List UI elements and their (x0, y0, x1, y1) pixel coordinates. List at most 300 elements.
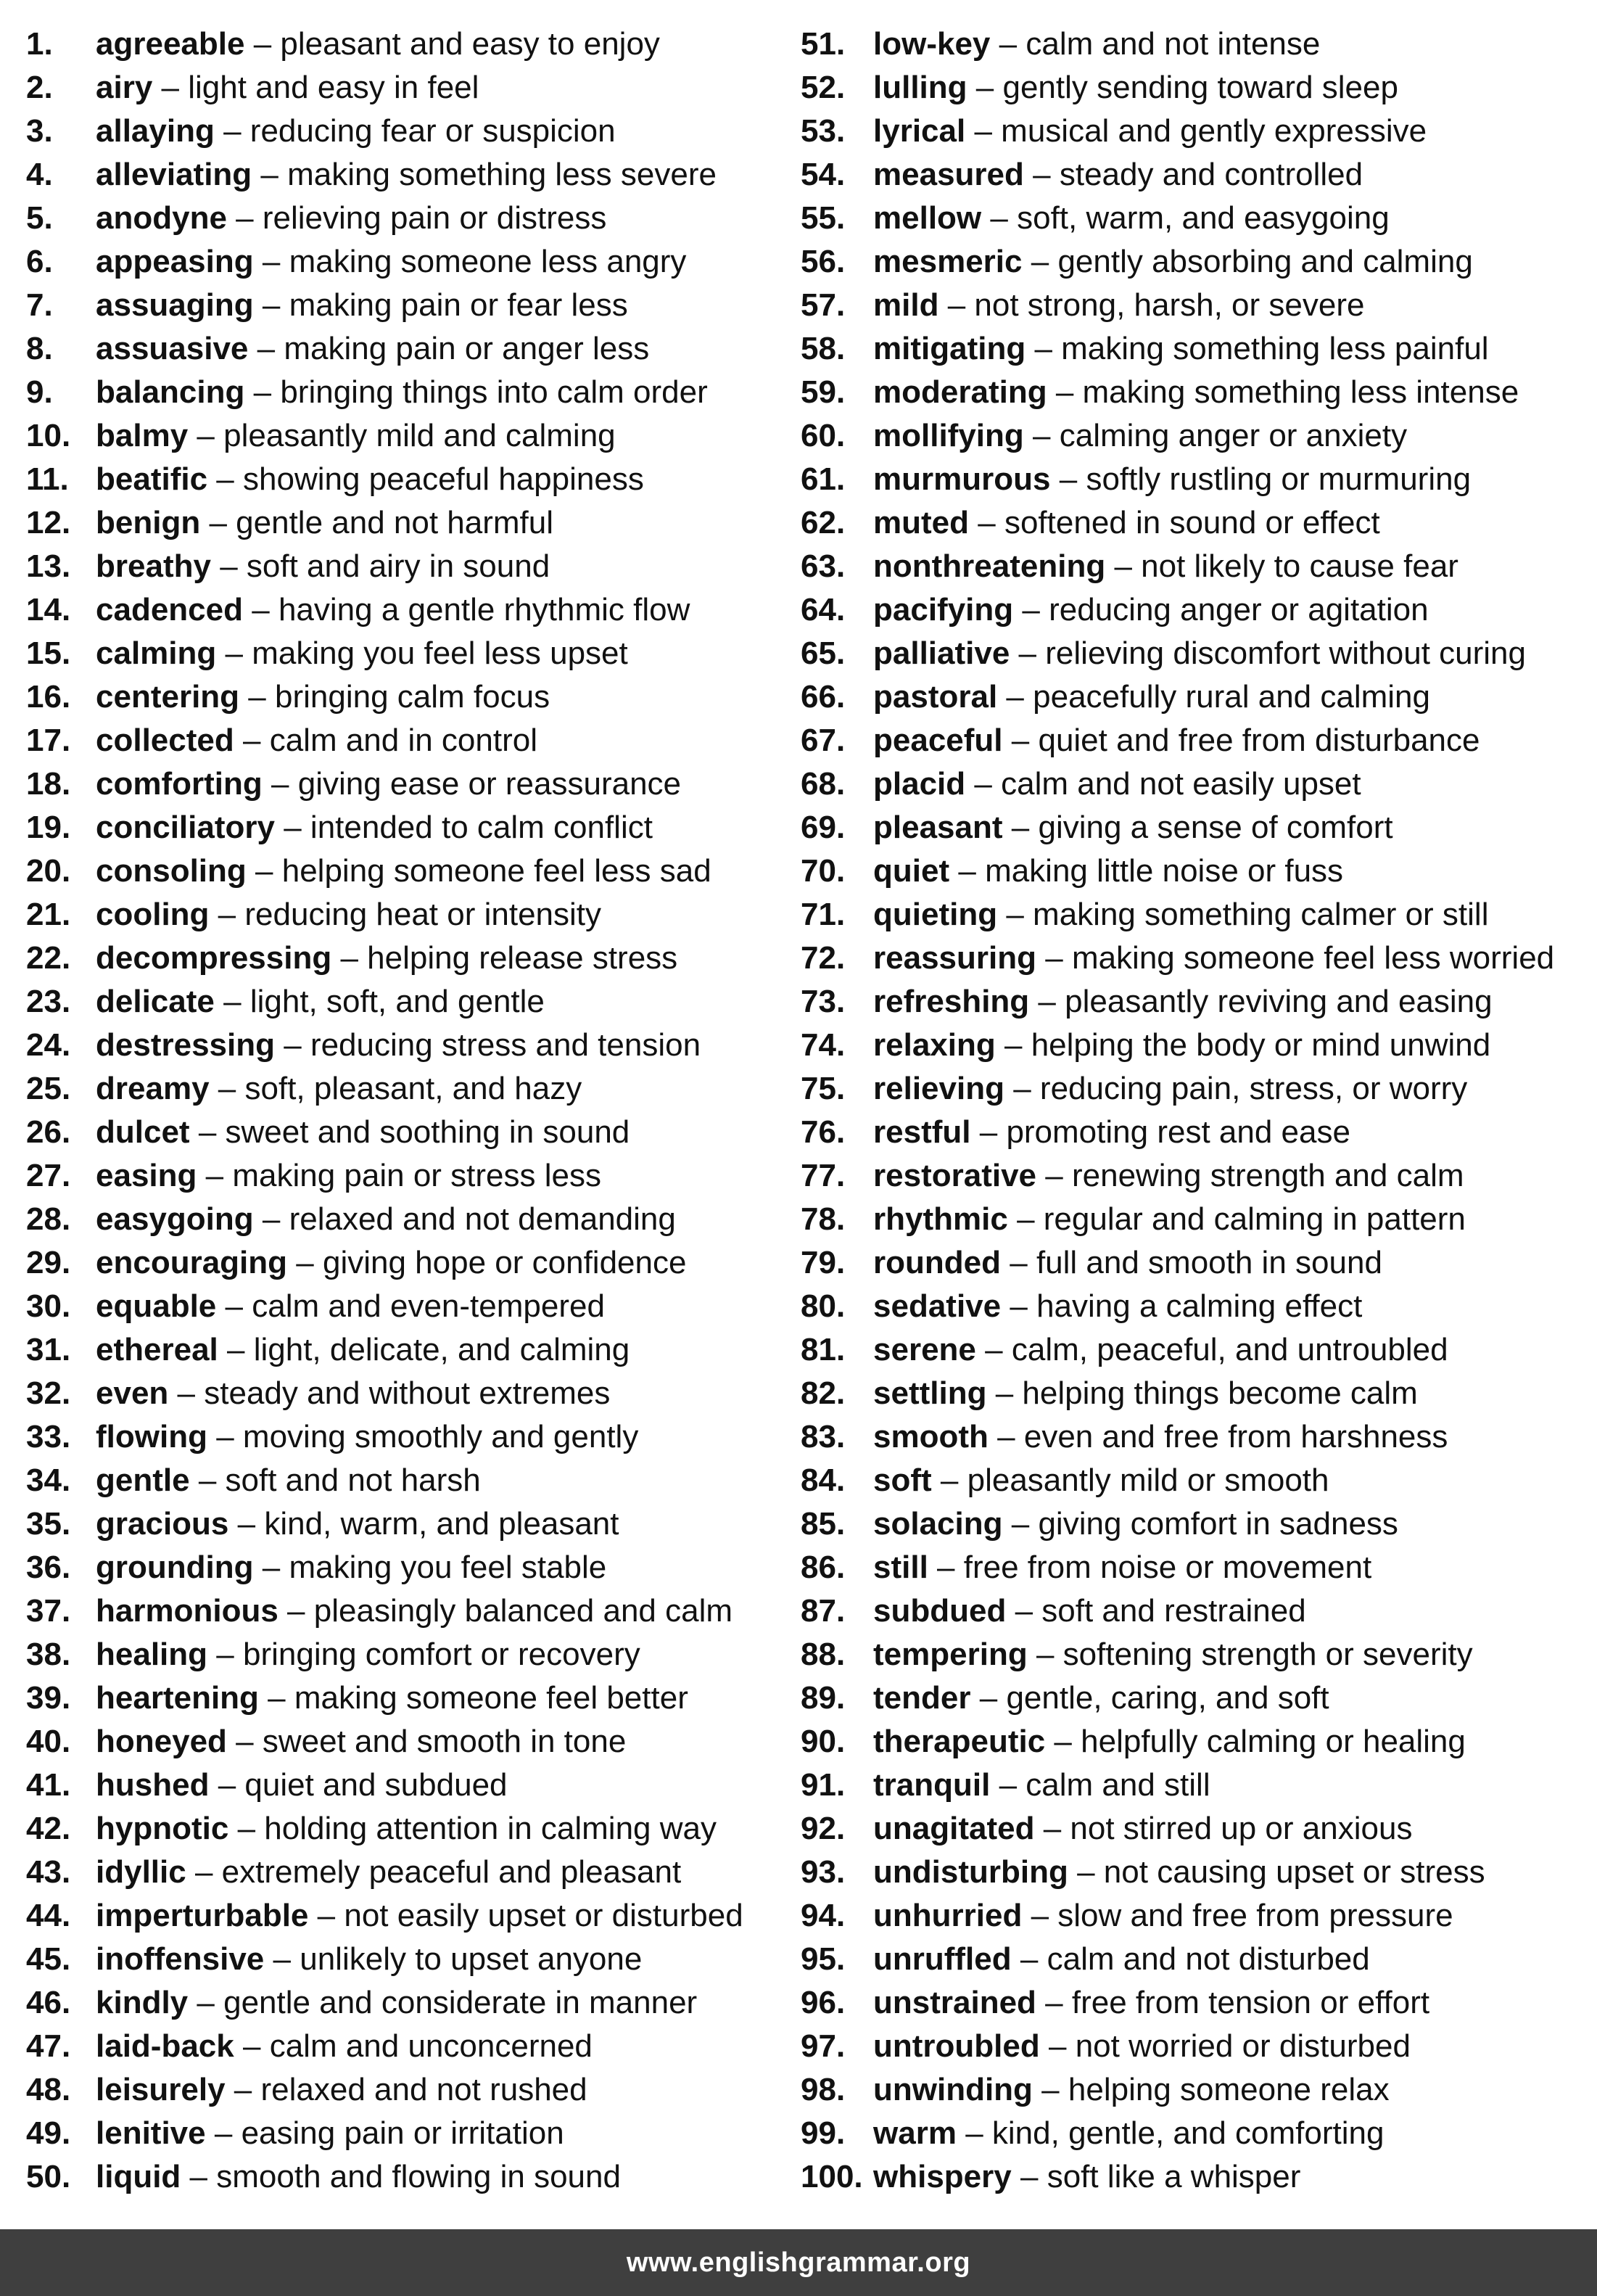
item-number: 41. (26, 1767, 71, 1803)
item-number: 68. (801, 766, 846, 802)
item-number: 81. (801, 1332, 846, 1367)
item-number: 34. (26, 1462, 71, 1498)
item-number: 93. (801, 1854, 846, 1890)
item-definition: intended to calm conflict (310, 810, 653, 845)
item-separator: – (985, 1332, 1003, 1367)
item-number: 77. (801, 1158, 846, 1193)
list-item (26, 1764, 788, 1807)
list-item (26, 2155, 788, 2199)
list-item (26, 414, 788, 458)
list-item (801, 2068, 1597, 2112)
item-separator: – (296, 1245, 314, 1280)
item-word: laid-back (96, 2028, 234, 2064)
item-separator: – (268, 1680, 286, 1716)
list-item (801, 1198, 1597, 1241)
item-number: 100. (801, 2159, 863, 2194)
item-definition: soft and airy in sound (246, 548, 550, 584)
item-number: 33. (26, 1419, 71, 1454)
item-definition: making you feel less upset (252, 635, 628, 671)
item-definition: not worried or disturbed (1075, 2028, 1411, 2064)
item-definition: giving ease or reassurance (297, 766, 682, 802)
item-separator: – (262, 1201, 281, 1237)
item-definition: making something calmer or still (1033, 897, 1489, 932)
item-number: 75. (801, 1071, 846, 1106)
item-separator: – (227, 1332, 245, 1367)
item-separator: – (242, 723, 261, 758)
list-item (26, 458, 788, 501)
list-item (801, 762, 1597, 806)
item-definition: free from noise or movement (963, 1550, 1372, 1585)
item-definition: light and easy in feel (188, 70, 479, 105)
item-definition: not likely to cause fear (1141, 548, 1458, 584)
item-definition: full and smooth in sound (1036, 1245, 1382, 1280)
list-item (26, 1415, 788, 1459)
item-word: agreeable (96, 26, 245, 62)
item-definition: peacefully rural and calming (1033, 679, 1430, 715)
list-item (26, 1285, 788, 1328)
item-word: settling (873, 1375, 987, 1411)
item-definition: kind, gentle, and comforting (991, 2115, 1385, 2151)
item-number: 56. (801, 244, 846, 279)
list-item (801, 501, 1597, 545)
list-item (801, 110, 1597, 153)
item-word: calming (96, 635, 217, 671)
item-definition: helping the body or mind unwind (1031, 1027, 1491, 1063)
item-number: 27. (26, 1158, 71, 1193)
item-word: inoffensive (96, 1941, 265, 1977)
item-word: consoling (96, 853, 247, 889)
list-item (801, 1067, 1597, 1111)
list-item (26, 1676, 788, 1720)
item-definition: not stirred up or anxious (1070, 1811, 1413, 1846)
item-definition: pleasantly mild or smooth (967, 1462, 1329, 1498)
item-word: centering (96, 679, 240, 715)
list-item (26, 1372, 788, 1415)
item-separator: – (209, 505, 227, 540)
list-item (801, 1676, 1597, 1720)
list-item (801, 1589, 1597, 1633)
item-separator: – (999, 26, 1018, 62)
item-definition: calm and in control (269, 723, 537, 758)
item-separator: – (1010, 1245, 1028, 1280)
item-number: 83. (801, 1419, 846, 1454)
item-definition: helping someone feel less sad (281, 853, 711, 889)
item-definition: gentle, caring, and soft (1006, 1680, 1329, 1716)
list-item (801, 1285, 1597, 1328)
item-definition: making pain or anger less (284, 331, 650, 366)
list-item (26, 110, 788, 153)
list-item (26, 1502, 788, 1546)
list-item (801, 1546, 1597, 1589)
item-word: smooth (873, 1419, 989, 1454)
item-word: muted (873, 505, 969, 540)
item-word: refreshing (873, 984, 1030, 1019)
list-item (801, 893, 1597, 937)
item-separator: – (995, 1375, 1014, 1411)
item-number: 32. (26, 1375, 71, 1411)
list-item (26, 545, 788, 588)
item-separator: – (1041, 2072, 1060, 2107)
item-number: 39. (26, 1680, 71, 1716)
item-number: 40. (26, 1724, 71, 1759)
list-item (26, 1546, 788, 1589)
list-item (801, 937, 1597, 980)
item-definition: pleasingly balanced and calm (313, 1593, 733, 1629)
item-number: 49. (26, 2115, 71, 2151)
item-separator: – (1006, 679, 1024, 715)
list-item (801, 1111, 1597, 1154)
item-separator: – (974, 766, 992, 802)
list-item (26, 1938, 788, 1981)
item-definition: pleasantly mild and calming (223, 418, 616, 453)
item-definition: soft, pleasant, and hazy (244, 1071, 582, 1106)
item-word: balmy (96, 418, 189, 453)
list-item (26, 371, 788, 414)
item-word: soft (873, 1462, 932, 1498)
item-definition: reducing fear or suspicion (249, 113, 616, 149)
item-word: unagitated (873, 1811, 1035, 1846)
item-word: imperturbable (96, 1898, 309, 1933)
item-number: 43. (26, 1854, 71, 1890)
item-definition: showing peaceful happiness (243, 461, 644, 497)
item-word: equable (96, 1288, 217, 1324)
item-word: relaxing (873, 1027, 996, 1063)
item-number: 99. (801, 2115, 846, 2151)
list-item (26, 1241, 788, 1285)
item-separator: – (225, 635, 243, 671)
item-separator: – (161, 70, 180, 105)
item-number: 4. (26, 157, 53, 192)
item-number: 51. (801, 26, 846, 62)
item-number: 72. (801, 940, 846, 976)
item-word: mellow (873, 200, 982, 236)
item-separator: – (1033, 157, 1051, 192)
item-number: 86. (801, 1550, 846, 1585)
item-definition: light, delicate, and calming (253, 1332, 630, 1367)
item-word: even (96, 1375, 169, 1411)
item-definition: soft and not harsh (225, 1462, 481, 1498)
item-number: 84. (801, 1462, 846, 1498)
item-separator: – (1010, 1288, 1028, 1324)
item-number: 78. (801, 1201, 846, 1237)
item-definition: giving a sense of comfort (1038, 810, 1393, 845)
list-item (26, 153, 788, 197)
item-number: 54. (801, 157, 846, 192)
item-number: 95. (801, 1941, 846, 1977)
list-item (801, 1894, 1597, 1938)
item-definition: making something less painful (1061, 331, 1489, 366)
item-word: unruffled (873, 1941, 1012, 1977)
item-number: 59. (801, 374, 846, 410)
item-definition: gently absorbing and calming (1057, 244, 1473, 279)
item-definition: even and free from harshness (1023, 1419, 1448, 1454)
item-number: 18. (26, 766, 71, 802)
item-word: tender (873, 1680, 971, 1716)
item-number: 96. (801, 1985, 846, 2020)
item-number: 94. (801, 1898, 846, 1933)
item-definition: renewing strength and calm (1071, 1158, 1464, 1193)
list-item (801, 1807, 1597, 1851)
list-item (26, 762, 788, 806)
item-definition: calm and not disturbed (1047, 1941, 1370, 1977)
item-word: kindly (96, 1985, 189, 2020)
item-word: tempering (873, 1637, 1028, 1672)
item-separator: – (262, 244, 281, 279)
item-separator: – (189, 2159, 208, 2194)
item-definition: gently sending toward sleep (1002, 70, 1398, 105)
item-word: flowing (96, 1419, 207, 1454)
item-definition: gentle and not harmful (236, 505, 554, 540)
item-word: breathy (96, 548, 211, 584)
item-word: gentle (96, 1462, 190, 1498)
item-separator: – (262, 287, 281, 323)
list-item (801, 806, 1597, 849)
item-separator: – (216, 1637, 234, 1672)
list-item (26, 980, 788, 1024)
item-separator: – (253, 26, 272, 62)
item-number: 50. (26, 2159, 71, 2194)
list-item (26, 893, 788, 937)
item-number: 47. (26, 2028, 71, 2064)
list-item (26, 937, 788, 980)
list-item (26, 632, 788, 675)
item-number: 52. (801, 70, 846, 105)
item-separator: – (965, 2115, 983, 2151)
item-separator: – (999, 1767, 1018, 1803)
item-word: relieving (873, 1071, 1004, 1106)
item-separator: – (1077, 1854, 1095, 1890)
item-definition: soft like a whisper (1047, 2159, 1301, 2194)
item-word: rhythmic (873, 1201, 1008, 1237)
item-number: 20. (26, 853, 71, 889)
item-number: 48. (26, 2072, 71, 2107)
item-word: unhurried (873, 1898, 1023, 1933)
item-word: pacifying (873, 592, 1014, 628)
item-word: leisurely (96, 2072, 226, 2107)
item-number: 21. (26, 897, 71, 932)
item-separator: – (223, 984, 242, 1019)
item-definition: making something less intense (1082, 374, 1519, 410)
item-number: 73. (801, 984, 846, 1019)
item-number: 70. (801, 853, 846, 889)
item-word: quiet (873, 853, 950, 889)
list-item (801, 240, 1597, 284)
item-number: 29. (26, 1245, 71, 1280)
list-item (26, 197, 788, 240)
item-definition: calm and not easily upset (1001, 766, 1361, 802)
list-item (801, 1459, 1597, 1502)
item-separator: – (197, 1985, 215, 2020)
item-number: 82. (801, 1375, 846, 1411)
item-word: sedative (873, 1288, 1002, 1324)
list-item (801, 2155, 1597, 2199)
item-word: balancing (96, 374, 245, 410)
item-number: 57. (801, 287, 846, 323)
item-number: 12. (26, 505, 71, 540)
item-word: hushed (96, 1767, 210, 1803)
item-word: solacing (873, 1506, 1003, 1542)
item-definition: not easily upset or disturbed (344, 1898, 743, 1933)
item-separator: – (1033, 418, 1051, 453)
item-separator: – (317, 1898, 336, 1933)
item-definition: relaxed and not demanding (289, 1201, 676, 1237)
list-item (26, 1589, 788, 1633)
item-number: 38. (26, 1637, 71, 1672)
footer-url-link[interactable]: www.englishgrammar.org (626, 2247, 971, 2278)
item-definition: extremely peaceful and pleasant (221, 1854, 682, 1890)
item-number: 74. (801, 1027, 846, 1063)
item-word: easing (96, 1158, 197, 1193)
item-definition: soft, warm, and easygoing (1017, 200, 1390, 236)
item-definition: making something less severe (287, 157, 717, 192)
item-definition: calm and unconcerned (269, 2028, 593, 2064)
item-number: 79. (801, 1245, 846, 1280)
item-number: 53. (801, 113, 846, 149)
item-word: quieting (873, 897, 998, 932)
item-definition: promoting rest and ease (1006, 1114, 1350, 1150)
item-definition: holding attention in calming way (264, 1811, 717, 1846)
item-word: reassuring (873, 940, 1036, 976)
item-definition: not causing upset or stress (1103, 1854, 1485, 1890)
list-item (801, 284, 1597, 327)
item-separator: – (1043, 1811, 1062, 1846)
list-item (26, 327, 788, 371)
item-word: unstrained (873, 1985, 1036, 2020)
list-item (26, 240, 788, 284)
item-word: whispery (873, 2159, 1012, 2194)
item-separator: – (218, 1767, 236, 1803)
list-item (26, 1111, 788, 1154)
item-number: 55. (801, 200, 846, 236)
item-definition: not strong, harsh, or severe (974, 287, 1365, 323)
item-separator: – (1045, 1985, 1063, 2020)
list-item (26, 588, 788, 632)
item-definition: helping things become calm (1022, 1375, 1418, 1411)
item-separator: – (1017, 1201, 1035, 1237)
list-item (801, 675, 1597, 719)
item-definition: calming anger or anxiety (1059, 418, 1408, 453)
item-definition: free from tension or effort (1071, 1985, 1430, 2020)
item-word: lenitive (96, 2115, 206, 2151)
item-definition: making someone feel less worried (1071, 940, 1555, 976)
list-item (26, 1981, 788, 2025)
item-word: rounded (873, 1245, 1001, 1280)
item-separator: – (340, 940, 358, 976)
item-separator: – (260, 157, 278, 192)
item-separator: – (1045, 940, 1063, 976)
item-definition: calm and still (1026, 1767, 1210, 1803)
item-number: 15. (26, 635, 71, 671)
item-definition: unlikely to upset anyone (300, 1941, 643, 1977)
item-word: delicate (96, 984, 215, 1019)
item-word: restful (873, 1114, 971, 1150)
item-word: assuasive (96, 331, 249, 366)
item-separator: – (937, 1550, 955, 1585)
item-word: ethereal (96, 1332, 218, 1367)
list-item (801, 153, 1597, 197)
list-item (26, 22, 788, 66)
item-number: 26. (26, 1114, 71, 1150)
list-item (801, 414, 1597, 458)
word-list-column-left (26, 22, 788, 2199)
list-item (801, 197, 1597, 240)
list-item (26, 1024, 788, 1067)
item-separator: – (1114, 548, 1132, 584)
item-number: 30. (26, 1288, 71, 1324)
item-word: lulling (873, 70, 967, 105)
word-list-column-right (801, 22, 1597, 2199)
item-separator: – (1011, 810, 1030, 845)
list-item (801, 632, 1597, 675)
list-item (801, 980, 1597, 1024)
item-separator: – (262, 1550, 281, 1585)
item-word: tranquil (873, 1767, 991, 1803)
item-number: 90. (801, 1724, 846, 1759)
list-item (26, 1894, 788, 1938)
item-definition: easing pain or irritation (241, 2115, 564, 2151)
item-word: warm (873, 2115, 957, 2151)
item-word: still (873, 1550, 928, 1585)
list-item (801, 2112, 1597, 2155)
item-separator: – (198, 1114, 217, 1150)
item-separator: – (223, 113, 242, 149)
item-number: 13. (26, 548, 71, 584)
item-word: dulcet (96, 1114, 190, 1150)
list-item (801, 1502, 1597, 1546)
item-definition: relaxed and not rushed (260, 2072, 587, 2107)
item-definition: reducing anger or agitation (1049, 592, 1429, 628)
item-definition: gentle and considerate in manner (223, 1985, 698, 2020)
item-definition: quiet and subdued (244, 1767, 508, 1803)
list-item (801, 849, 1597, 893)
item-word: lyrical (873, 113, 966, 149)
list-item (26, 1198, 788, 1241)
item-separator: – (974, 113, 992, 149)
item-definition: calm, peaceful, and untroubled (1011, 1332, 1448, 1367)
list-item (26, 1807, 788, 1851)
item-definition: quiet and free from disturbance (1038, 723, 1480, 758)
item-number: 97. (801, 2028, 846, 2064)
item-definition: giving comfort in sadness (1038, 1506, 1398, 1542)
item-definition: steady and controlled (1059, 157, 1363, 192)
item-number: 80. (801, 1288, 846, 1324)
item-separator: – (255, 853, 273, 889)
list-item (801, 371, 1597, 414)
item-separator: – (1004, 1027, 1023, 1063)
item-word: restorative (873, 1158, 1037, 1193)
item-definition: calm and not intense (1026, 26, 1321, 62)
item-definition: sweet and soothing in sound (225, 1114, 630, 1150)
list-item (801, 1372, 1597, 1415)
item-separator: – (1031, 244, 1049, 279)
item-word: decompressing (96, 940, 332, 976)
item-separator: – (225, 1288, 243, 1324)
item-separator: – (236, 1724, 254, 1759)
item-word: mesmeric (873, 244, 1023, 279)
item-word: palliative (873, 635, 1010, 671)
item-separator: – (216, 1419, 234, 1454)
item-separator: – (177, 1375, 196, 1411)
item-number: 14. (26, 592, 71, 628)
item-number: 45. (26, 1941, 71, 1977)
item-definition: helping someone relax (1068, 2072, 1390, 2107)
item-separator: – (205, 1158, 224, 1193)
list-item (801, 1241, 1597, 1285)
item-separator: – (975, 70, 994, 105)
list-item (801, 1981, 1597, 2025)
list-item (801, 22, 1597, 66)
item-word: subdued (873, 1593, 1007, 1629)
